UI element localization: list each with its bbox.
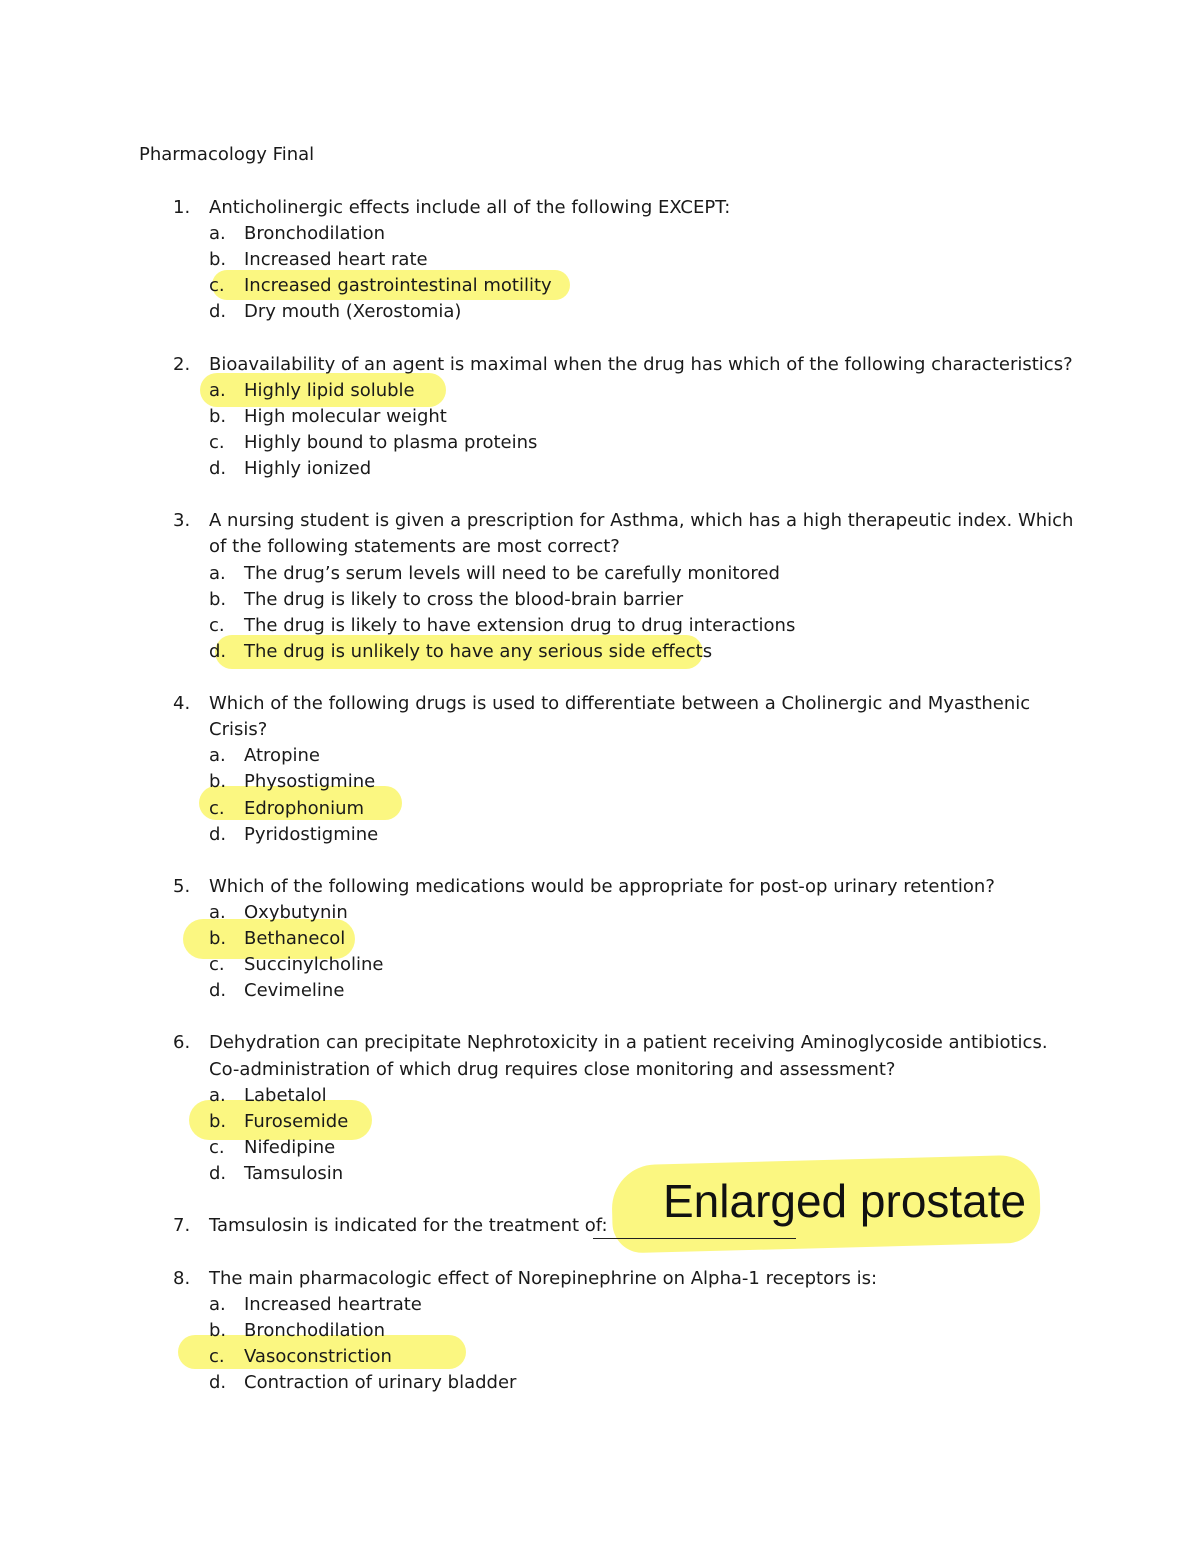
answer-blank-line [593,1238,796,1239]
option-text: High molecular weight [244,406,447,427]
option-letter: c. [209,615,225,636]
option-letter: b. [209,1111,227,1132]
option-text: Bronchodilation [244,1320,386,1341]
option-text: The drug is likely to have extension drug to drug interactions [244,615,796,636]
question-text: Which of the following medications would be appropriate for post-op urinary retention? [209,876,995,897]
option-text: Contraction of urinary bladder [244,1372,517,1393]
option-text: The drug’s serum levels will need to be carefully monitored [244,563,780,584]
option-letter: d. [209,641,227,662]
option-text: Labetalol [244,1085,327,1106]
option-text: The drug is unlikely to have any serious side effects [244,641,713,662]
option-text: Oxybutynin [244,902,348,923]
option-letter: c. [209,275,225,296]
option-letter: d. [209,301,227,322]
option-letter: a. [209,1294,226,1315]
handwritten-answer: Enlarged prostate [663,1175,1027,1227]
option-text: Furosemide [244,1111,349,1132]
option-letter: d. [209,1163,227,1184]
option-letter: c. [209,1346,225,1367]
option-letter: d. [209,824,227,845]
option-text: Atropine [244,745,320,766]
option-letter: b. [209,249,227,270]
option-text: Bethanecol [244,928,346,949]
question-number: 6. [173,1032,191,1053]
page-title: Pharmacology Final [139,144,315,165]
question-text: Anticholinergic effects include all of the following EXCEPT: [209,197,731,218]
option-letter: c. [209,432,225,453]
question-text: Bioavailability of an agent is maximal when the drug has which of the following characteristics? [209,354,1073,375]
option-letter: b. [209,589,227,610]
question-number: 3. [173,510,191,531]
option-letter: c. [209,954,225,975]
option-letter: a. [209,745,226,766]
question-text-line-2: Co-administration of which drug requires close monitoring and assessment? [209,1059,896,1080]
option-letter: b. [209,771,227,792]
option-text: Dry mouth (Xerostomia) [244,301,462,322]
question-text-line-1: Dehydration can precipitate Nephrotoxicity in a patient receiving Aminoglycoside antibiotics. [209,1032,1048,1053]
option-text: Edrophonium [244,798,365,819]
question-number: 2. [173,354,191,375]
question-text-line-1: A nursing student is given a prescription for Asthma, which has a high therapeutic index. Which [209,510,1074,531]
option-letter: a. [209,380,226,401]
option-letter: d. [209,458,227,479]
option-text: Nifedipine [244,1137,336,1158]
question-number: 5. [173,876,191,897]
option-letter: b. [209,1320,227,1341]
option-letter: a. [209,1085,226,1106]
option-text: Increased gastrointestinal motility [244,275,552,296]
option-text: The drug is likely to cross the blood-brain barrier [244,589,684,610]
option-letter: a. [209,902,226,923]
question-number: 7. [173,1215,191,1236]
option-letter: b. [209,406,227,427]
question-number: 4. [173,693,191,714]
question-text: Tamsulosin is indicated for the treatment of: [209,1215,608,1236]
option-text: Vasoconstriction [244,1346,392,1367]
option-letter: c. [209,798,225,819]
option-text: Tamsulosin [244,1163,344,1184]
option-text: Bronchodilation [244,223,386,244]
question-number: 8. [173,1268,191,1289]
option-text: Increased heart rate [244,249,428,270]
option-text: Physostigmine [244,771,376,792]
option-letter: d. [209,1372,227,1393]
option-letter: a. [209,563,226,584]
option-text: Cevimeline [244,980,345,1001]
option-text: Highly bound to plasma proteins [244,432,538,453]
option-text: Pyridostigmine [244,824,379,845]
question-text: The main pharmacologic effect of Norepinephrine on Alpha-1 receptors is: [209,1268,878,1289]
option-letter: c. [209,1137,225,1158]
question-number: 1. [173,197,191,218]
option-text: Highly ionized [244,458,372,479]
question-text-line-2: of the following statements are most correct? [209,536,620,557]
option-letter: d. [209,980,227,1001]
question-text-line-1: Which of the following drugs is used to differentiate between a Cholinergic and Myasthenic [209,693,1031,714]
question-text-line-2: Crisis? [209,719,268,740]
option-text: Succinylcholine [244,954,384,975]
option-letter: b. [209,928,227,949]
option-text: Highly lipid soluble [244,380,415,401]
option-text: Increased heartrate [244,1294,422,1315]
option-letter: a. [209,223,226,244]
